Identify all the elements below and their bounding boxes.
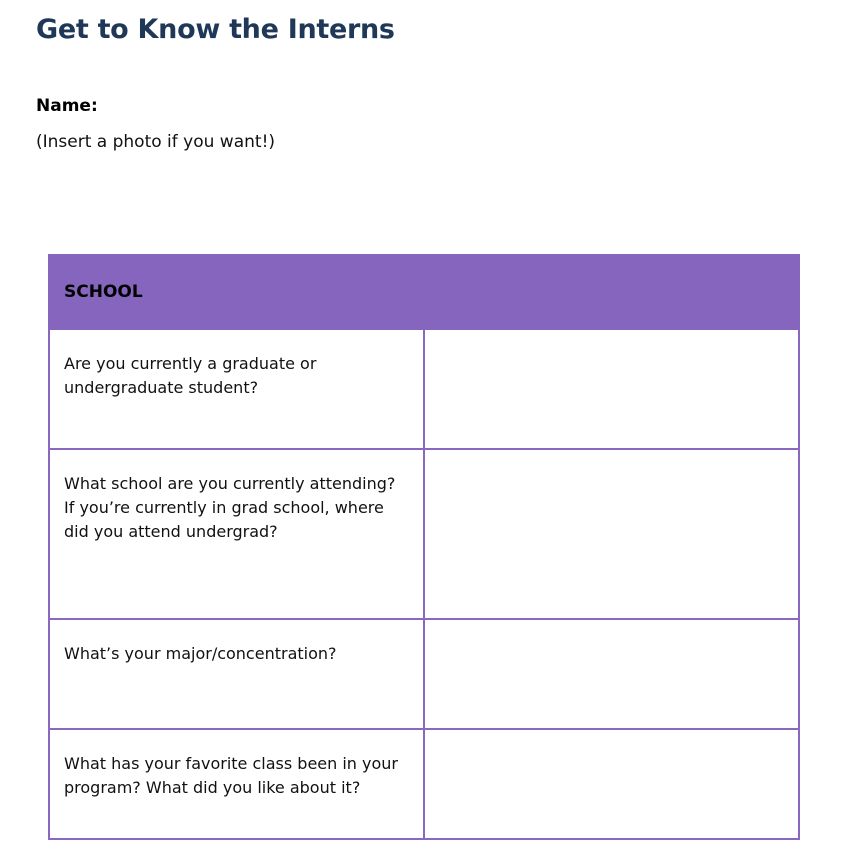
school-table (48, 254, 800, 840)
table-row (49, 619, 799, 729)
question-cell: What has your favorite class been in your program? What did you like about it? (49, 729, 424, 839)
answer-cell[interactable] (424, 729, 799, 839)
answer-cell[interactable] (424, 329, 799, 449)
question-cell: Are you currently a graduate or undergraduate student? (49, 329, 424, 449)
table-row (49, 729, 799, 839)
answer-cell[interactable] (424, 449, 799, 619)
question-cell: What’s your major/concentration? (49, 619, 424, 729)
page-title: Get to Know the Interns (36, 14, 395, 45)
section-header-row (49, 255, 799, 329)
name-label: Name: (36, 96, 98, 116)
photo-hint-text: (Insert a photo if you want!) (36, 132, 276, 152)
answer-cell[interactable] (424, 619, 799, 729)
question-cell: What school are you currently attending? If you’re currently in grad school, where did you attend undergrad? (49, 449, 424, 619)
table-row (49, 329, 799, 449)
table-row (49, 449, 799, 619)
section-header-school: SCHOOL (49, 255, 799, 329)
